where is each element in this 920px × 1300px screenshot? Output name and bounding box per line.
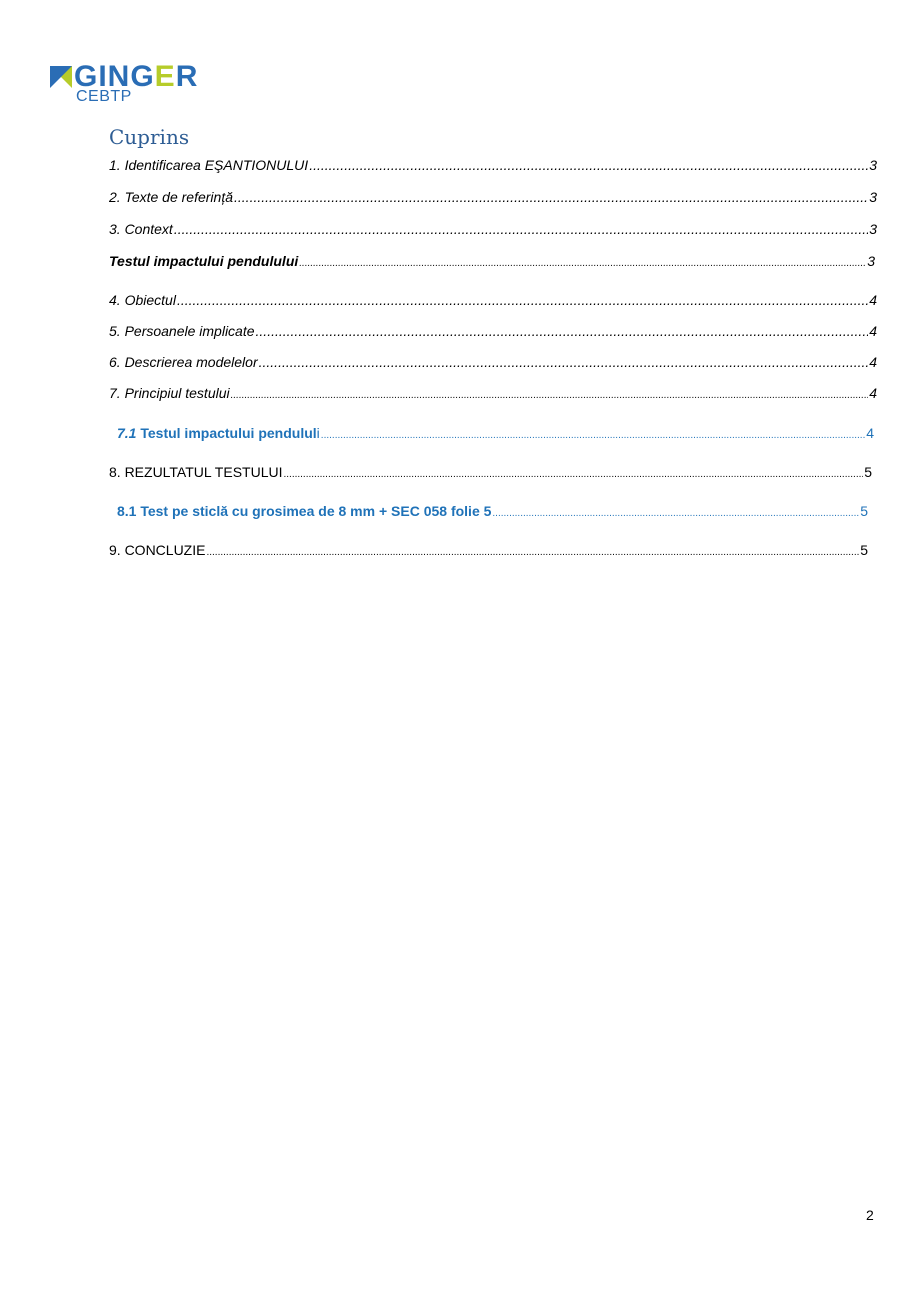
toc-entry-page: 4 bbox=[869, 323, 877, 339]
logo-accent: E bbox=[154, 60, 176, 93]
toc-entry-label: 3. Context bbox=[109, 221, 173, 237]
toc-entry[interactable] bbox=[109, 541, 868, 562]
toc-entry-label: 8.1 Test pe sticlă cu grosimea de 8 mm + SEC 058 folie 5 bbox=[117, 503, 492, 519]
toc-entry-label: 6. Descrierea modelelor bbox=[109, 354, 258, 370]
toc-entry-page: 5 bbox=[860, 503, 868, 519]
toc-entry[interactable] bbox=[109, 252, 875, 273]
toc-entry-page: 5 bbox=[864, 464, 872, 480]
toc-entry-page: 3 bbox=[869, 157, 877, 173]
toc-entry-page: 3 bbox=[869, 189, 877, 205]
toc-entry-label: 7. Principiul testului bbox=[109, 385, 230, 401]
toc-leader bbox=[231, 387, 869, 405]
toc-entry-label: 2. Texte de referință bbox=[109, 189, 234, 205]
toc-entry-page: 3 bbox=[867, 253, 875, 269]
toc-entry-page: 4 bbox=[869, 292, 877, 308]
toc-entry-label: 8. REZULTATUL TESTULUI bbox=[109, 464, 283, 480]
toc-entry-page: 5 bbox=[860, 542, 868, 558]
toc-entry[interactable] bbox=[109, 156, 877, 174]
toc-entry-page: 4 bbox=[869, 354, 877, 370]
toc-entry[interactable] bbox=[109, 188, 877, 206]
logo-subtitle: CEBTP bbox=[76, 88, 132, 105]
toc-entry-label: 1. Identificarea EŞANTIONULUI bbox=[109, 157, 309, 173]
toc-title: Cuprins bbox=[109, 125, 190, 149]
logo-main: GING bbox=[74, 60, 155, 93]
toc-entry-tail: i bbox=[316, 425, 320, 441]
toc-leader bbox=[321, 427, 865, 445]
toc-entry-label bbox=[117, 424, 320, 442]
toc-entry-label: 9. CONCLUZIE bbox=[109, 542, 206, 558]
toc-entry-page: 3 bbox=[869, 221, 877, 237]
toc-entry[interactable] bbox=[117, 502, 868, 523]
toc-leader bbox=[309, 156, 868, 174]
page-number: 2 bbox=[866, 1207, 874, 1223]
toc-entry[interactable] bbox=[109, 353, 877, 371]
toc-leader bbox=[174, 220, 868, 238]
toc-leader bbox=[234, 188, 868, 206]
toc-entry-label: 5. Persoanele implicate bbox=[109, 323, 255, 339]
logo-mark-icon bbox=[50, 66, 72, 88]
toc-entry[interactable] bbox=[109, 384, 877, 405]
company-logo bbox=[50, 62, 210, 108]
toc-leader bbox=[299, 255, 866, 273]
toc-entry-label: 4. Obiectul bbox=[109, 292, 176, 308]
toc-entry-text: Testul impactului pendulul bbox=[136, 425, 317, 441]
toc-entry[interactable] bbox=[109, 291, 877, 309]
toc-leader bbox=[259, 353, 869, 371]
toc-entry-number: 7.1 bbox=[117, 425, 137, 441]
toc-entry-page: 4 bbox=[869, 385, 877, 401]
toc-leader bbox=[256, 322, 869, 340]
toc-entry[interactable] bbox=[109, 463, 872, 484]
toc-entry[interactable] bbox=[109, 220, 877, 238]
toc-leader bbox=[206, 544, 859, 562]
toc-leader bbox=[177, 291, 868, 309]
toc-entry-page: 4 bbox=[866, 425, 874, 441]
toc-entry[interactable] bbox=[117, 424, 874, 445]
toc-leader bbox=[492, 505, 859, 523]
toc-entry[interactable] bbox=[109, 322, 877, 340]
toc-entry-label: Testul impactului pendulului bbox=[109, 253, 299, 269]
toc-leader bbox=[283, 466, 863, 484]
logo-end: R bbox=[175, 60, 199, 93]
